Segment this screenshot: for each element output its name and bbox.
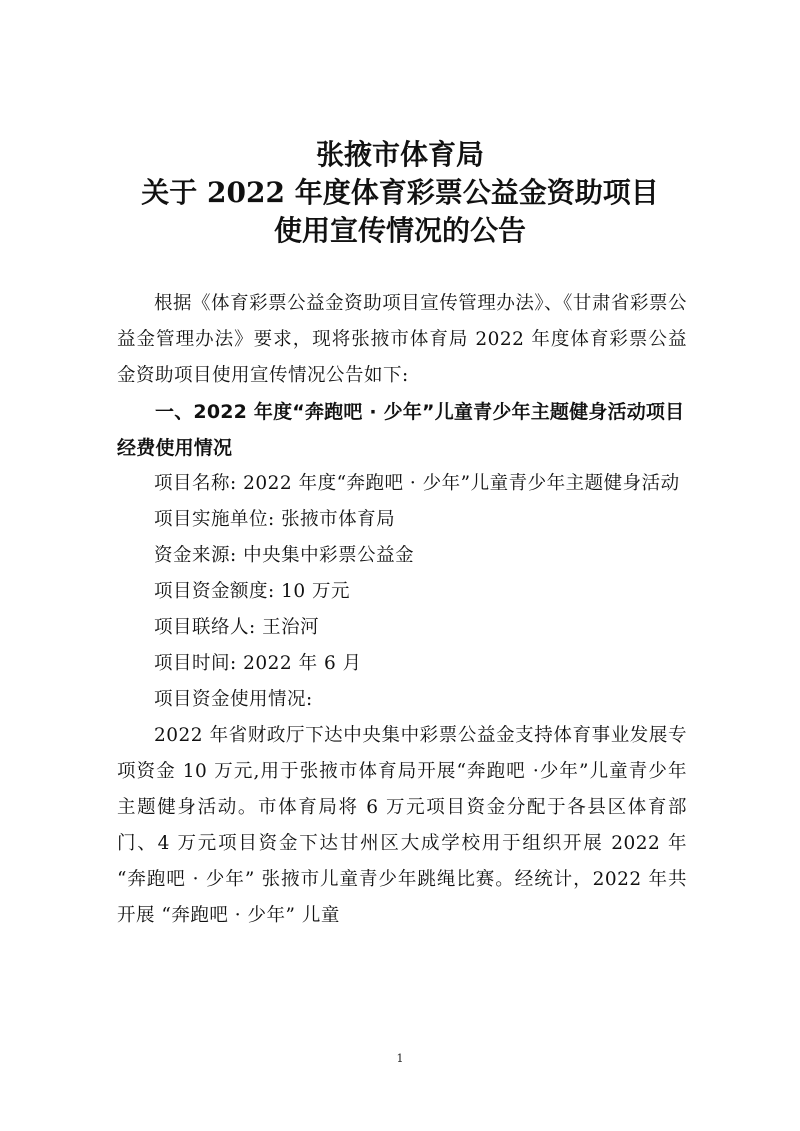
title-line-subject: 关于 2022 年度体育彩票公益金资助项目 — [141, 176, 659, 209]
page-number: 1 — [396, 1052, 404, 1065]
title-line-agency: 张掖市体育局 — [315, 138, 484, 171]
document-title — [0, 136, 800, 250]
field-funding-amount: 项目资金额度: 10 万元 — [154, 581, 351, 602]
field-contact-person: 项目联络人: 王治河 — [154, 617, 320, 638]
field-implementing-unit: 项目实施单位: 张掖市体育局 — [154, 509, 396, 530]
section-heading: 一、2022 年度“奔跑吧 · 少年”儿童青少年主题健身活动项目经费使用情况 — [117, 401, 685, 459]
usage-paragraph: 2022 年省财政厅下达中央集中彩票公益金支持体育事业发展专项资金 10 万元,用于张掖市体育局开展“奔跑吧 ·少年”儿童青少年主题健身活动。市体育局将 6 万元项目资金分配于各县区体育部门、4 万元项目资金下达甘州区大成学校用于组织开展 2022 年 “奔跑吧 · 少年” 张掖市儿童青少年跳绳比赛。经统计，2022 年共开展 “奔跑吧 · 少年” 儿童 — [117, 725, 687, 926]
title-line-announcement: 使用宣传情况的公告 — [273, 214, 526, 247]
field-fund-usage-label: 项目资金使用情况: — [154, 689, 313, 710]
intro-paragraph: 根据《体育彩票公益金资助项目宣传管理办法》、《甘肃省彩票公益金管理办法》要求，现将张掖市体育局 2022 年度体育彩票公益金资助项目使用宣传情况公告如下: — [117, 293, 687, 386]
document-body — [117, 286, 687, 934]
field-project-name: 项目名称: 2022 年度“奔跑吧 · 少年”儿童青少年主题健身活动 — [154, 473, 680, 494]
field-project-time: 项目时间: 2022 年 6 月 — [154, 653, 362, 674]
field-funding-source: 资金来源: 中央集中彩票公益金 — [154, 545, 415, 566]
